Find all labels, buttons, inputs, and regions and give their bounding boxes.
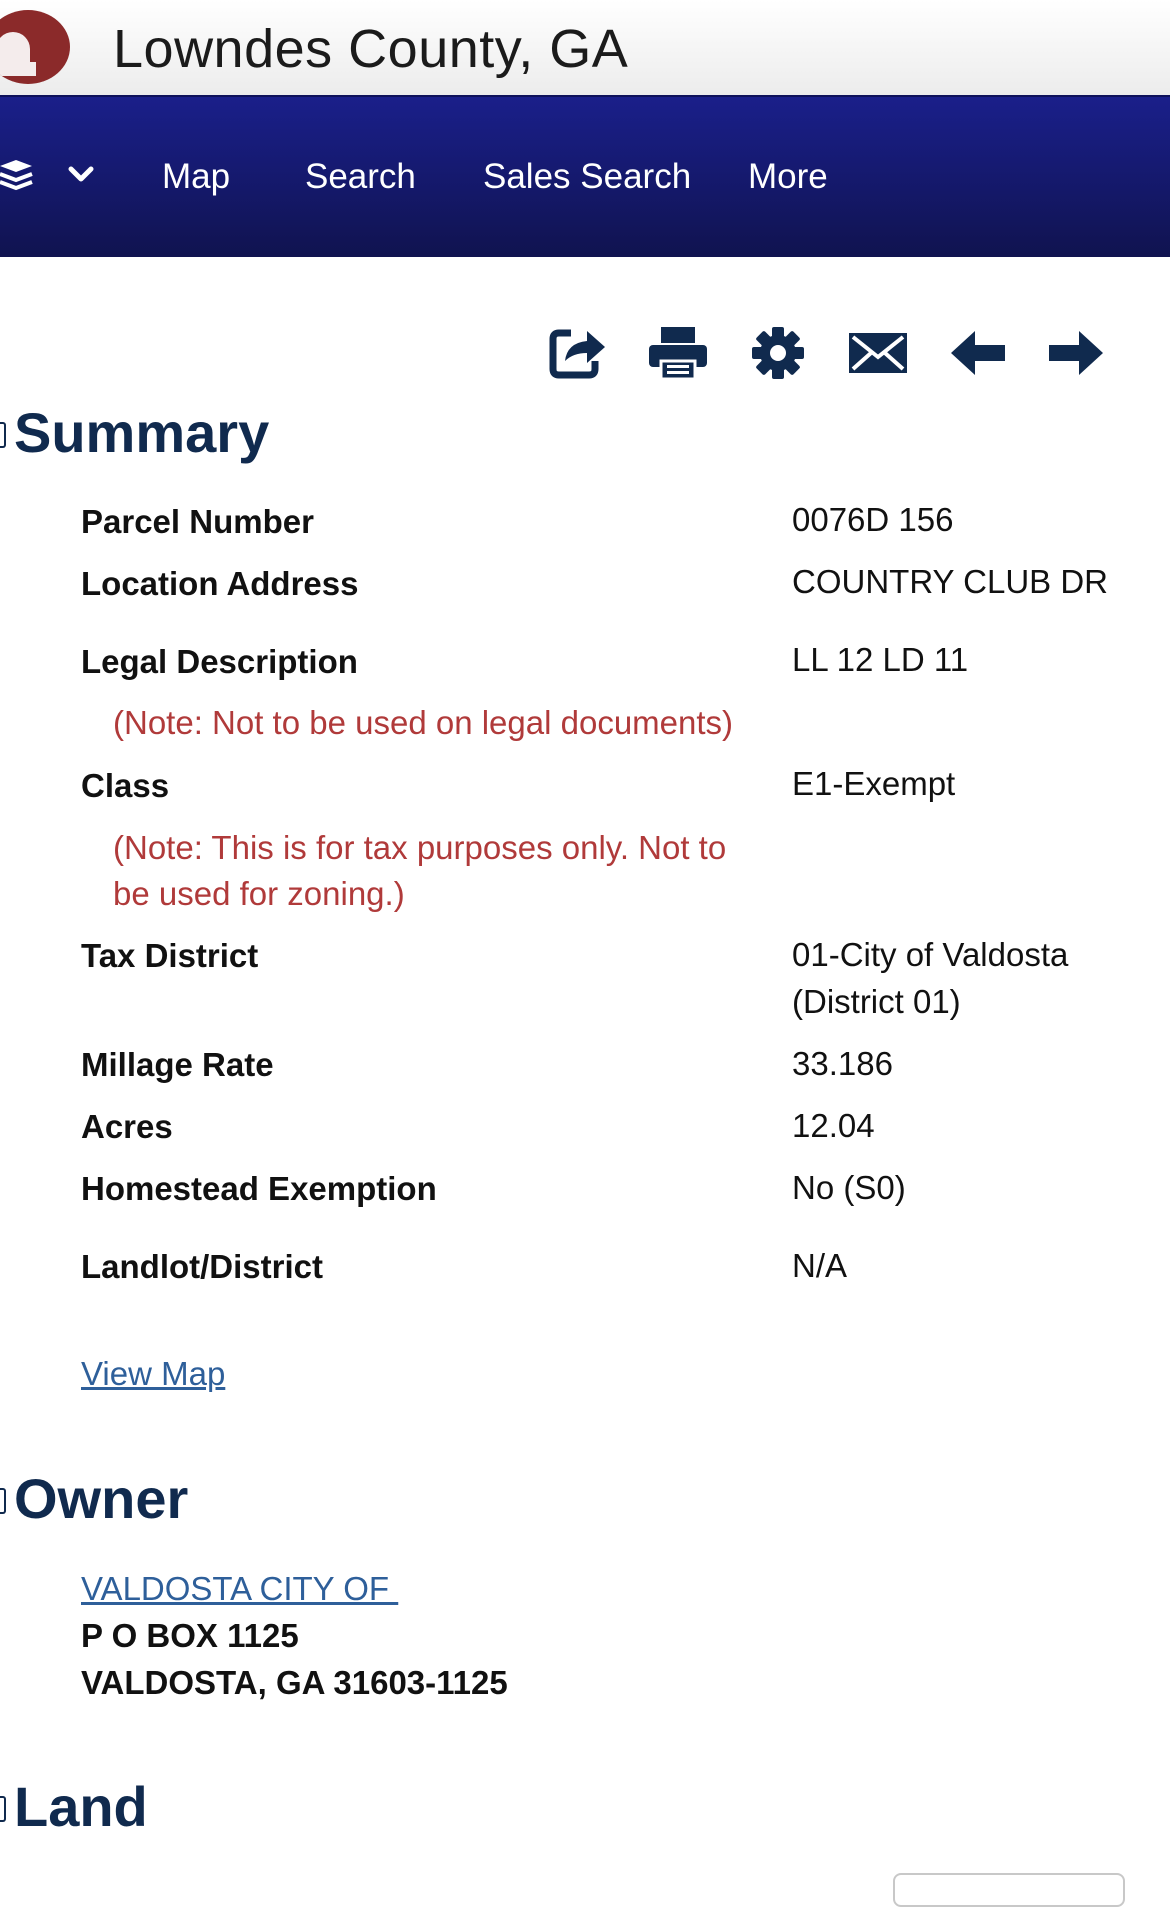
millage-rate-value: 33.186 (792, 1045, 893, 1082)
arrow-left-icon[interactable] (947, 325, 1009, 381)
land-collapse-toggle[interactable] (0, 1796, 6, 1822)
nav-sales-search[interactable]: Sales Search (483, 157, 692, 196)
class-value: E1-Exempt (792, 765, 956, 802)
parcel-number-label: Parcel Number (81, 503, 314, 540)
legal-description-label: Legal Description (81, 643, 358, 680)
arrow-right-icon[interactable] (1045, 325, 1107, 381)
nav-search[interactable]: Search (305, 157, 416, 196)
tax-district-value-line2: (District 01) (792, 983, 961, 1020)
view-map-link[interactable]: View Map (81, 1355, 226, 1392)
gear-icon[interactable] (747, 325, 809, 381)
owner-collapse-toggle[interactable] (0, 1488, 6, 1514)
main-navbar (0, 95, 1170, 257)
landlot-district-value: N/A (792, 1247, 848, 1284)
tax-district-label: Tax District (81, 937, 259, 974)
mail-icon[interactable] (847, 325, 909, 381)
acres-value: 12.04 (792, 1107, 875, 1144)
share-icon[interactable] (547, 325, 609, 381)
site-title: Lowndes County, GA (113, 19, 629, 79)
owner-address-line2: VALDOSTA, GA 31603-1125 (81, 1664, 508, 1701)
homestead-exemption-value: No (S0) (792, 1169, 906, 1206)
class-note-line2: be used for zoning.) (113, 875, 405, 912)
nav-map[interactable]: Map (162, 157, 231, 196)
nav-more[interactable]: More (748, 157, 828, 196)
site-header (0, 0, 1170, 96)
landlot-district-label: Landlot/District (81, 1248, 324, 1285)
layers-icon[interactable] (0, 160, 36, 197)
legal-description-note: (Note: Not to be used on legal documents) (113, 704, 734, 741)
parcel-number-value: 0076D 156 (792, 501, 954, 538)
location-address-value: COUNTRY CLUB DR (792, 563, 1108, 600)
owner-name-link[interactable]: VALDOSTA CITY OF (81, 1570, 399, 1607)
land-table-partial (893, 1873, 1125, 1907)
chevron-down-icon[interactable] (68, 165, 94, 190)
class-note-line1: (Note: This is for tax purposes only. Not to (113, 829, 727, 866)
millage-rate-label: Millage Rate (81, 1046, 274, 1083)
owner-address-line1: P O BOX 1125 (81, 1617, 299, 1654)
summary-heading: Summary (14, 401, 270, 464)
legal-description-value: LL 12 LD 11 (792, 641, 969, 678)
owner-heading: Owner (14, 1467, 189, 1530)
county-logo[interactable] (0, 10, 70, 84)
tax-district-value-line1: 01-City of Valdosta (792, 936, 1069, 973)
class-label: Class (81, 767, 170, 804)
summary-collapse-toggle[interactable] (0, 422, 6, 448)
homestead-exemption-label: Homestead Exemption (81, 1170, 437, 1207)
print-icon[interactable] (647, 325, 709, 381)
land-heading: Land (14, 1775, 148, 1838)
location-address-label: Location Address (81, 565, 359, 602)
acres-label: Acres (81, 1108, 173, 1145)
